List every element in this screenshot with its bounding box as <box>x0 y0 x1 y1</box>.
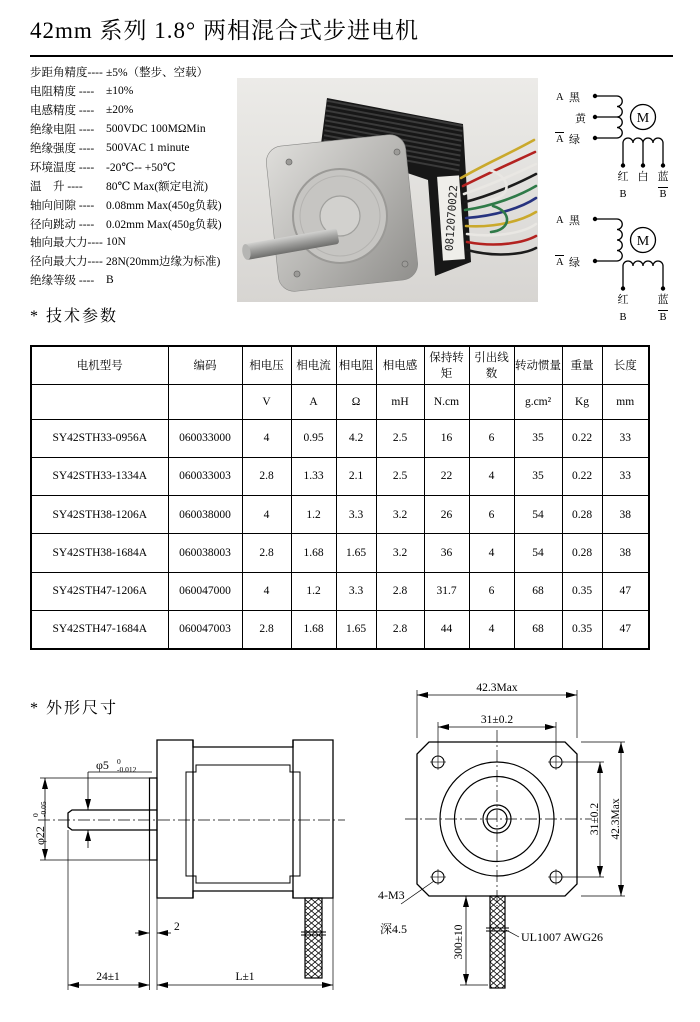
cell: SY42STH47-1684A <box>31 610 168 648</box>
column-header: 相电阻 <box>336 346 376 384</box>
terminal-dot <box>621 164 624 167</box>
spec-value: ±20% <box>106 104 134 117</box>
dim-pilot-dia: φ22 <box>33 826 47 845</box>
table-row <box>31 457 649 495</box>
terminal-dot <box>621 287 624 290</box>
unit-cell <box>469 384 514 419</box>
wire-red-label: 红 <box>617 171 629 183</box>
dim-body-length: L±1 <box>235 971 255 983</box>
cell: 22 <box>424 457 469 495</box>
table-header-row <box>31 346 649 384</box>
spec-label: 温 升 ---- <box>30 180 83 193</box>
phase-bbar-label: B <box>659 189 667 200</box>
dim-hole-depth: 深4.5 <box>380 922 408 936</box>
dim-hole-pitch-v: 31±0.2 <box>589 802 601 836</box>
cell: 36 <box>424 534 469 572</box>
unit-cell: A <box>291 384 336 419</box>
column-header: 电机型号 <box>31 346 168 384</box>
cell: SY42STH38-1206A <box>31 496 168 534</box>
cell: 0.35 <box>562 610 602 648</box>
coil-phase-b <box>623 261 663 266</box>
wiring-diagrams <box>550 80 700 325</box>
cell: 68 <box>514 572 562 610</box>
title-rule <box>30 55 673 57</box>
cell: 2.8 <box>242 457 291 495</box>
cell: 2.5 <box>376 457 424 495</box>
wire-black-label: 黑 <box>569 215 580 227</box>
cell: 1.65 <box>336 534 376 572</box>
unit-cell: Kg <box>562 384 602 419</box>
table-row <box>31 419 649 457</box>
front-view <box>405 730 592 988</box>
spec-label: 电阻精度 ---- <box>30 86 95 99</box>
wire-blue-label: 蓝 <box>657 171 669 183</box>
spec-value: B <box>106 274 114 287</box>
spec-label: 径向跳动 ---- <box>30 218 95 231</box>
column-header: 引出线数 <box>469 346 514 384</box>
spec-row <box>30 157 265 176</box>
spec-value: 28N(20mm边缘为标准) <box>106 256 221 269</box>
cell: 16 <box>424 419 469 457</box>
column-header: 相电压 <box>242 346 291 384</box>
cell: 0.22 <box>562 419 602 457</box>
spec-label: 电感精度 ---- <box>30 105 95 118</box>
dim-shaft-length: 24±1 <box>96 971 120 983</box>
cell: 3.2 <box>376 534 424 572</box>
inner-profile <box>186 765 300 883</box>
pilot-boss <box>150 778 158 860</box>
cell: 4.2 <box>336 419 376 457</box>
dim-boss-depth: 2 <box>174 921 180 933</box>
cable-braid <box>305 898 322 978</box>
cell: 3.3 <box>336 572 376 610</box>
spec-row <box>30 101 265 120</box>
table-row <box>31 496 649 534</box>
phase-b-label: B <box>619 189 627 200</box>
dim-front-width: 42.3Max <box>476 682 518 694</box>
dim-pilot-dia-tol-low: -0.05 <box>39 801 48 817</box>
cell: 3.2 <box>376 496 424 534</box>
spec-label: 绝缘等级 ---- <box>30 275 95 288</box>
dim-front-height: 42.3Max <box>610 798 622 840</box>
unit-cell: V <box>242 384 291 419</box>
wiring-six-lead <box>555 91 669 200</box>
column-header: 重量 <box>562 346 602 384</box>
phase-bbar-label: B <box>659 312 667 323</box>
spec-row <box>30 233 265 252</box>
cell: 0.95 <box>291 419 336 457</box>
unit-cell: N.cm <box>424 384 469 419</box>
cell: 47 <box>602 572 649 610</box>
cell: 2.5 <box>376 419 424 457</box>
cell: SY42STH33-1334A <box>31 457 168 495</box>
spec-row <box>30 82 265 101</box>
table-row <box>31 572 649 610</box>
params-table-wrap <box>30 345 650 650</box>
page-title: 42mm 系列 1.8° 两相混合式步进电机 <box>30 18 419 43</box>
dim-cable-spec: UL1007 AWG26 <box>521 930 604 944</box>
barcode-digits: 0812070022 <box>442 184 461 252</box>
cell: 33 <box>602 419 649 457</box>
cell: 1.68 <box>291 610 336 648</box>
unit-cell: Ω <box>336 384 376 419</box>
section-dimensions: * 外形尺寸 <box>30 700 119 717</box>
table-row <box>31 610 649 648</box>
cell: 35 <box>514 457 562 495</box>
cell: 4 <box>469 457 514 495</box>
column-header: 长度 <box>602 346 649 384</box>
cell: 060047000 <box>168 572 242 610</box>
dim-shaft-dia-tol-low: -0.012 <box>117 765 137 774</box>
coil-phase-b <box>623 138 663 143</box>
dim-cable-length: 300±10 <box>453 924 465 960</box>
coil-phase-a <box>617 96 622 138</box>
spec-label: 轴向最大力---- <box>30 237 103 250</box>
motor-letter: M <box>636 111 650 126</box>
unit-cell <box>168 384 242 419</box>
spec-label: 径向最大力---- <box>30 256 103 269</box>
column-header: 保持转矩 <box>424 346 469 384</box>
spec-label: 步距角精度---- <box>30 67 103 80</box>
spec-value: 80℃ Max(额定电流) <box>106 180 208 193</box>
dim-pilot-dia-tol-up: 0 <box>31 813 40 817</box>
spec-row <box>30 252 265 271</box>
cell: SY42STH47-1206A <box>31 572 168 610</box>
spec-row <box>30 271 265 290</box>
cell: 6 <box>469 572 514 610</box>
cell: 54 <box>514 534 562 572</box>
column-header: 转动惯量 <box>514 346 562 384</box>
table-units-row <box>31 384 649 419</box>
cell: 38 <box>602 534 649 572</box>
cable-braid-front <box>490 896 505 988</box>
motor-photo <box>237 78 538 302</box>
cell: 1.2 <box>291 572 336 610</box>
cell: 1.68 <box>291 534 336 572</box>
phase-a-label: A <box>556 215 564 226</box>
dim-shaft-dia-tol-up: 0 <box>117 757 121 766</box>
spec-value: -20℃-- +50℃ <box>106 161 176 174</box>
cell: 4 <box>242 419 291 457</box>
unit-cell: mm <box>602 384 649 419</box>
cell: 060047003 <box>168 610 242 648</box>
cell: 1.2 <box>291 496 336 534</box>
terminal-dot <box>661 164 664 167</box>
cell: 060033000 <box>168 419 242 457</box>
motor-body-outline <box>157 740 333 898</box>
spec-row <box>30 120 265 139</box>
terminal-dot <box>641 164 644 167</box>
motor-letter: M <box>636 234 650 249</box>
spec-value: ±10% <box>106 85 134 98</box>
phase-a-label: A <box>556 92 564 103</box>
spec-row <box>30 139 265 158</box>
unit-cell: mH <box>376 384 424 419</box>
cell: 6 <box>469 496 514 534</box>
cell: 060033003 <box>168 457 242 495</box>
wire-red-label: 红 <box>617 294 629 306</box>
phase-b-label: B <box>619 312 627 323</box>
side-view-dimensions <box>31 757 333 990</box>
section-tech-params: * 技术参数 <box>30 308 119 325</box>
cell: 1.65 <box>336 610 376 648</box>
cell: 0.28 <box>562 534 602 572</box>
spec-list <box>30 63 265 290</box>
cell: 38 <box>602 496 649 534</box>
cell: 2.8 <box>376 572 424 610</box>
phase-abar-label: A <box>556 257 564 268</box>
spec-label: 绝缘电阻 ---- <box>30 124 95 137</box>
cell: 47 <box>602 610 649 648</box>
cell: 6 <box>469 419 514 457</box>
coil-phase-a <box>617 219 622 261</box>
spec-row <box>30 176 265 195</box>
wire-green-label: 绿 <box>569 134 580 146</box>
cell: 4 <box>242 496 291 534</box>
spec-row <box>30 214 265 233</box>
cell: 4 <box>469 610 514 648</box>
wire-black-label: 黑 <box>569 92 580 104</box>
cell: 44 <box>424 610 469 648</box>
cell: 31.7 <box>424 572 469 610</box>
spec-value: ±5%（整步、空载） <box>106 67 209 80</box>
spec-label: 轴向间隙 ---- <box>30 199 95 212</box>
cell: 060038000 <box>168 496 242 534</box>
cell: 060038003 <box>168 534 242 572</box>
side-view <box>38 740 345 978</box>
wire-green-label: 绿 <box>569 257 580 269</box>
cell: 2.8 <box>376 610 424 648</box>
spec-value: 500VDC 100MΩMin <box>106 123 206 136</box>
cell: 1.33 <box>291 457 336 495</box>
cell: 2.8 <box>242 534 291 572</box>
column-header: 相电感 <box>376 346 424 384</box>
spec-label: 环境温度 ---- <box>30 161 95 174</box>
cell: 35 <box>514 419 562 457</box>
unit-cell <box>31 384 168 419</box>
spec-label: 绝缘强度 ---- <box>30 143 95 155</box>
unit-cell: g.cm² <box>514 384 562 419</box>
cell: 0.28 <box>562 496 602 534</box>
cell: SY42STH38-1684A <box>31 534 168 572</box>
cell: 68 <box>514 610 562 648</box>
cell: SY42STH33-0956A <box>31 419 168 457</box>
column-header: 编码 <box>168 346 242 384</box>
spec-value: 0.02mm Max(450g负载) <box>106 218 222 231</box>
dim-shaft-dia: φ5 <box>96 758 109 772</box>
wire-white-label: 白 <box>637 171 649 183</box>
wire-yellow-label: 黄 <box>575 113 586 125</box>
phase-abar-label: A <box>556 134 564 145</box>
dim-hole-pitch-h: 31±0.2 <box>480 714 514 726</box>
cell: 4 <box>242 572 291 610</box>
terminal-dot <box>661 287 664 290</box>
spec-row <box>30 63 265 82</box>
cell: 26 <box>424 496 469 534</box>
table-row <box>31 534 649 572</box>
cell: 33 <box>602 457 649 495</box>
cell: 3.3 <box>336 496 376 534</box>
cell: 4 <box>469 534 514 572</box>
cell: 0.35 <box>562 572 602 610</box>
cell: 2.8 <box>242 610 291 648</box>
dimension-drawing <box>0 680 700 1022</box>
params-table <box>30 345 650 650</box>
wiring-four-lead <box>555 214 669 323</box>
spec-value: 0.08mm Max(450g负载) <box>106 199 222 212</box>
spec-row <box>30 195 265 214</box>
dim-mounting-holes: 4-M3 <box>378 888 405 902</box>
cell: 0.22 <box>562 457 602 495</box>
wire-blue-label: 蓝 <box>657 294 669 306</box>
cell: 2.1 <box>336 457 376 495</box>
column-header: 相电流 <box>291 346 336 384</box>
spec-value: 500VAC 1 minute <box>106 142 190 154</box>
cell: 54 <box>514 496 562 534</box>
spec-value: 10N <box>106 236 126 249</box>
